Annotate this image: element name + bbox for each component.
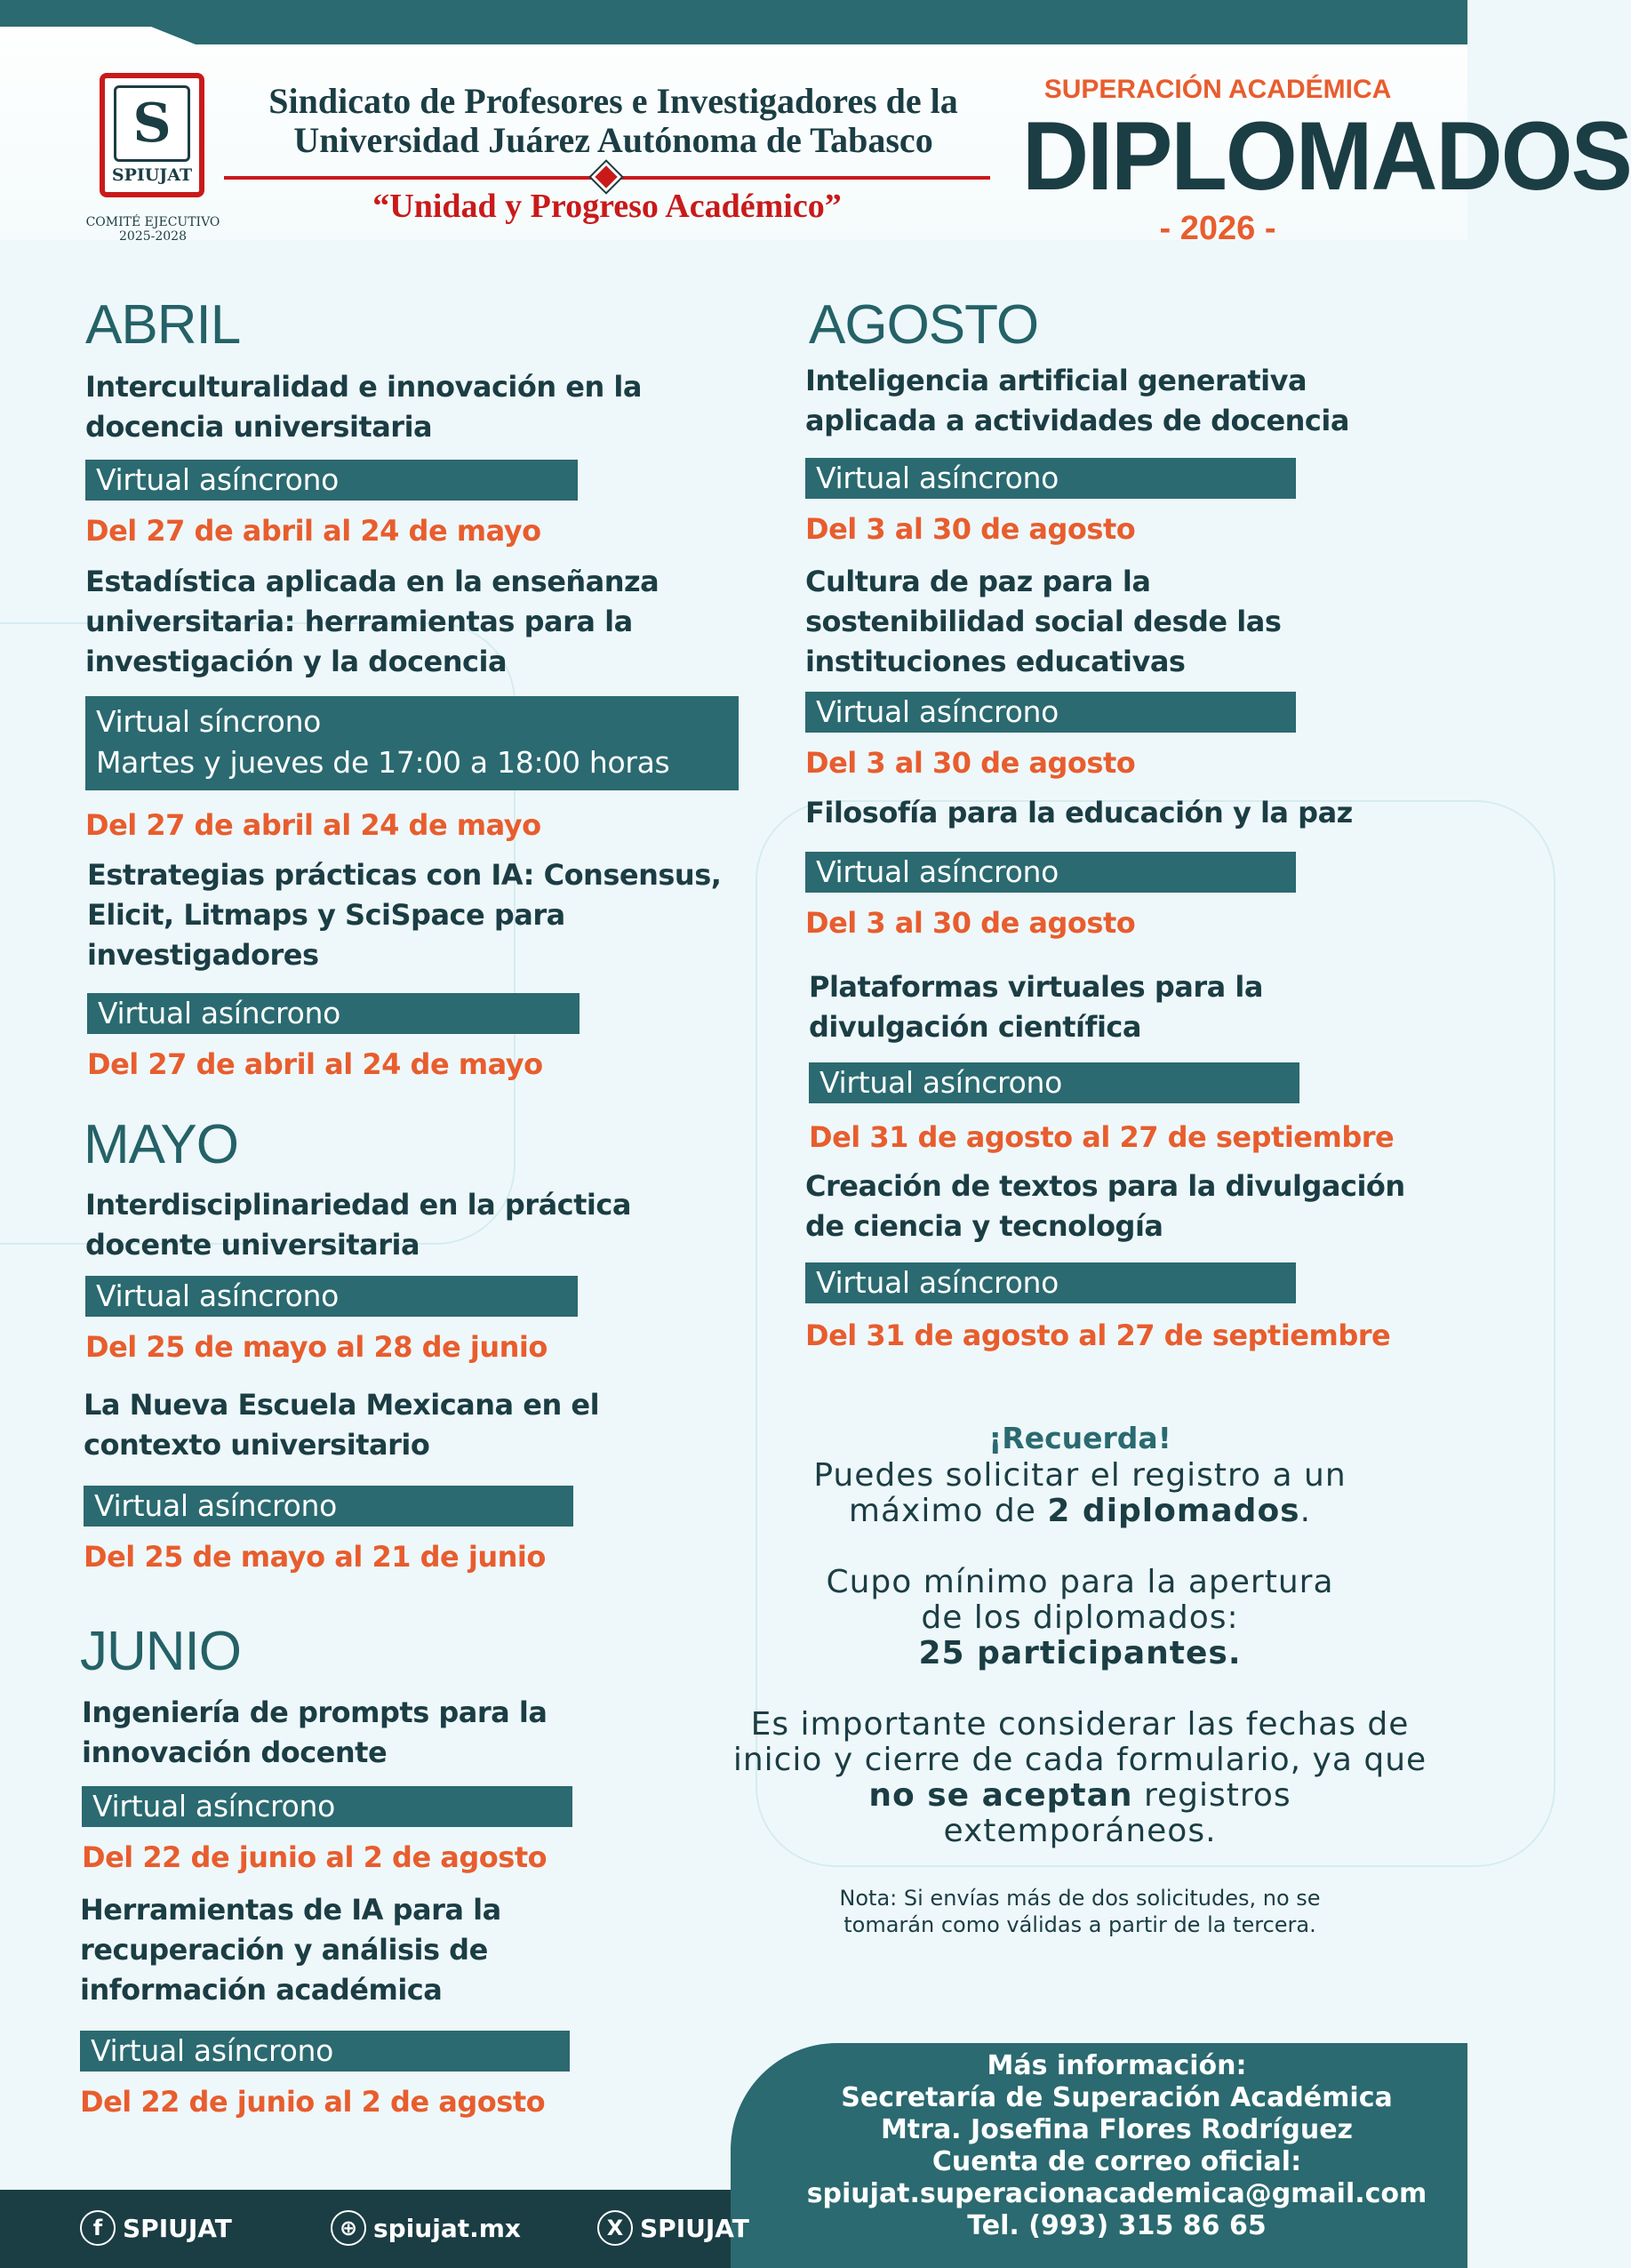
course-title: Herramientas de IA para la recuperación y análisis de información académica (80, 1893, 501, 2007)
course-modality: Virtual asíncrono (809, 1062, 1299, 1103)
course-title: Plataformas virtuales para la divulgación científica (809, 970, 1263, 1044)
x-handle: SPIUJAT (640, 2213, 749, 2243)
subtitle: SUPERACIÓN ACADÉMICA (1043, 75, 1392, 104)
course-title: Creación de textos para la divulgación de ciencia y tecnología (805, 1169, 1405, 1243)
course-title: Interdisciplinariedad en la práctica docente universitaria (85, 1188, 631, 1262)
course-date: Del 3 al 30 de agosto (805, 746, 1136, 780)
reminder-limit (729, 1458, 1431, 1529)
course-title: Ingeniería de prompts para la innovación docente (82, 1695, 548, 1769)
page-title: DIPLOMADOS (1022, 102, 1631, 211)
contact-office: Secretaría de Superación Académica (841, 2082, 1393, 2113)
course-title: Estrategias prácticas con IA: Consensus, Elicit, Litmaps y SciSpace para investigadores (87, 858, 722, 972)
course-date: Del 27 de abril al 24 de mayo (85, 514, 541, 548)
logo-emblem-icon: S (114, 85, 190, 162)
month-heading-abril: ABRIL (85, 294, 241, 356)
course-title: La Nueva Escuela Mexicana en el contexto universitario (84, 1388, 600, 1462)
course-date: Del 25 de mayo al 28 de junio (85, 1330, 548, 1364)
course-title: Inteligencia artificial generativa aplicada a actividades de docencia (805, 364, 1349, 437)
course-title: Interculturalidad e innovación en la docencia universitaria (85, 370, 642, 444)
contact-person: Mtra. Josefina Flores Rodríguez (880, 2114, 1354, 2145)
course-title: Filosofía para la educación y la paz (805, 796, 1353, 829)
course-modality: Virtual síncrono Martes y jueves de 17:00 a 18:00 horas (85, 696, 739, 790)
committee-years: 2025-2028 (119, 229, 187, 244)
reminder-limit-text: Puedes solicitar el registro a un máximo de (813, 1457, 1347, 1529)
facebook-icon: f (80, 2210, 116, 2246)
course-modality: Virtual asíncrono (80, 2031, 570, 2072)
committee-label (73, 215, 233, 244)
course-modality: Virtual asíncrono (85, 1276, 578, 1317)
course-modality: Virtual asíncrono (85, 460, 578, 501)
course-date: Del 25 de mayo al 21 de junio (84, 1540, 546, 1574)
x-link[interactable] (597, 2207, 749, 2249)
contact-box (731, 2043, 1467, 2268)
facebook-handle: SPIUJAT (123, 2213, 232, 2243)
logo-text: SPIUJAT (111, 165, 193, 185)
course-date: Del 31 de agosto al 27 de septiembre (809, 1120, 1395, 1154)
month-heading-junio: JUNIO (80, 1621, 241, 1682)
union-name-line2: Universidad Juárez Autónoma de Tabasco (293, 120, 933, 160)
course-date: Del 27 de abril al 24 de mayo (85, 808, 541, 842)
reminder-deadline-text: Es importante considerar las fechas de inicio y cierre de cada formulario, ya que (732, 1706, 1427, 1778)
course-modality: Virtual asíncrono (805, 1262, 1296, 1303)
course-date: Del 31 de agosto al 27 de septiembre (805, 1318, 1391, 1352)
reminder-deadline (729, 1707, 1431, 1849)
committee-text: COMITÉ EJECUTIVO (85, 215, 220, 229)
website-link[interactable] (331, 2207, 521, 2249)
header (0, 0, 1631, 258)
course-date: Del 3 al 30 de agosto (805, 906, 1136, 940)
course-date: Del 22 de junio al 2 de agosto (82, 1840, 548, 1874)
reminder-block (729, 1419, 1431, 1938)
course-date: Del 3 al 30 de agosto (805, 512, 1136, 546)
reminder-note: Nota: Si envías más de dos solicitudes, no se tomarán como válidas a partir de la tercera. (839, 1886, 1321, 1937)
reminder-deadline-end: registros extemporáneos. (943, 1777, 1291, 1849)
reminder-quota-count: 25 participantes. (918, 1635, 1242, 1671)
course-modality: Virtual asíncrono (84, 1486, 573, 1527)
reminder-deadline-strong: no se aceptan (868, 1777, 1133, 1814)
contact-email[interactable]: spiujat.superacionacademica@gmail.com (806, 2178, 1427, 2209)
course-modality: Virtual asíncrono (805, 458, 1296, 499)
reminder-limit-end: . (1299, 1493, 1312, 1529)
union-name (222, 82, 1004, 160)
contact-phone[interactable]: Tel. (993) 315 86 65 (967, 2210, 1267, 2241)
course-modality: Virtual asíncrono (82, 1786, 572, 1827)
globe-icon: ⊕ (331, 2210, 366, 2246)
month-heading-mayo: MAYO (84, 1114, 238, 1175)
x-icon: X (597, 2210, 633, 2246)
facebook-link[interactable] (80, 2207, 232, 2249)
reminder-heading: ¡Recuerda! (988, 1421, 1171, 1455)
contact-email-label: Cuenta de correo oficial: (931, 2146, 1302, 2177)
month-heading-agosto: AGOSTO (809, 294, 1039, 356)
course-date: Del 27 de abril al 24 de mayo (87, 1047, 543, 1081)
course-modality: Virtual asíncrono (87, 993, 580, 1034)
reminder-quota (729, 1565, 1431, 1671)
course-modality: Virtual asíncrono (805, 852, 1296, 893)
course-modality: Virtual asíncrono (805, 692, 1296, 733)
reminder-limit-count: 2 diplomados (1047, 1493, 1300, 1529)
website-url: spiujat.mx (373, 2213, 521, 2243)
year-label: - 2026 - (1159, 210, 1276, 247)
course-title: Estadística aplicada en la enseñanza universitaria: herramientas para la investigación y la docencia (85, 565, 660, 678)
reminder-quota-text: Cupo mínimo para la apertura de los diplomados: (826, 1564, 1334, 1636)
union-logo (100, 73, 204, 197)
contact-heading: Más información: (987, 2050, 1247, 2081)
slogan: “Unidad y Progreso Académico” (372, 188, 842, 225)
course-title: Cultura de paz para la sostenibilidad social desde las instituciones educativas (805, 565, 1282, 678)
union-name-line1: Sindicato de Profesores e Investigadores de la (268, 81, 958, 121)
course-date: Del 22 de junio al 2 de agosto (80, 2085, 546, 2119)
